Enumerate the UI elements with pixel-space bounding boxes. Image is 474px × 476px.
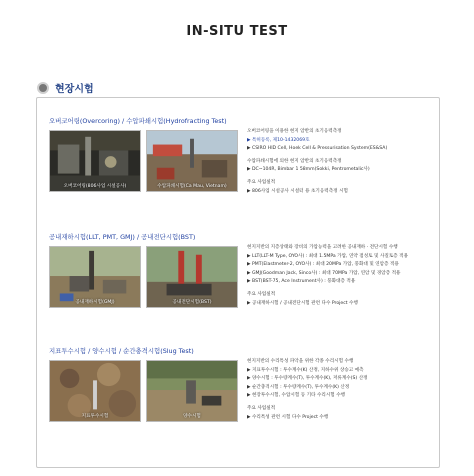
block-title: 공내재하시험(LLT, PMT, GMJ) / 공내전단시험(BST) [49, 233, 196, 241]
desc-line: 주요 사업실적 [247, 179, 276, 185]
desc-line: ▶ 806사업 시설공사 시설터 용 초기응력측정 시험 [247, 188, 348, 194]
desc-line: 주요 사업실적 [247, 291, 276, 297]
pumping-test-photo [146, 360, 238, 422]
block-description [247, 244, 437, 308]
photo-caption: 수압파쇄시험(Ca Mau, Vietnam) [157, 184, 227, 189]
overcoring-photo [49, 130, 141, 192]
photo-caption: 공내전단시험(BST) [172, 300, 212, 305]
block-title: 오버코어링(Overcoring) / 수압파쇄시험(Hydrofracting Test) [49, 117, 227, 125]
desc-line: ▶ LLT(LLT-M Type, OYO사) : 최대 1.5MPa 가압, 연약 점성토 및 사질토층 적용 [247, 253, 409, 259]
borehole-loading-block [49, 232, 433, 308]
block-description [247, 128, 437, 196]
desc-line: ▶ 현장투수시험, 수압시험 등 기타 수리시험 수행 [247, 393, 346, 399]
block-description [247, 358, 437, 422]
desc-line: 오버코어링을 이용한 현지 암반의 초기응력측정 [247, 129, 342, 134]
borehole-loading-photo [49, 246, 141, 308]
photo-caption: 공내재하시험(GMJ) [75, 300, 115, 305]
borehole-shear-photo [146, 246, 238, 308]
overcoring-block [49, 116, 433, 192]
desc-line: ▶ 지표투수시험 : 투수계수(K) 산정, 지하수위 상승고 예측 [247, 367, 364, 373]
desc-line: ▶ GMJ(Goodman Jack, Sinco사) : 최대 70MPa 가압, 연암 및 경암층 적용 [247, 270, 401, 276]
photo-caption: 양수시험 [183, 414, 201, 419]
photo-caption: 오버코어링(806사업 시설공사) [63, 184, 127, 189]
permeability-block [49, 346, 433, 422]
desc-line: ▶ 특허등록, 제10-1432069호 [247, 137, 310, 143]
desc-line: ▶ PMT(Elastmeter-2, OYO사) : 최대 20MPa 가압, 풍화대 및 연암층 적용 [247, 262, 399, 268]
photo-caption: 지표투수시험 [81, 414, 109, 419]
circle-bullet-icon [37, 82, 49, 94]
page-title: IN-SITU TEST [186, 24, 288, 39]
hydrofracturing-photo [146, 130, 238, 192]
surface-permeability-photo [49, 360, 141, 422]
desc-line: 수압파쇄시험에 의한 현지 암반의 초기응력측정 [247, 158, 342, 164]
desc-line: ▶ 순간충격시험 : 투수량계수(T), 투수계수(K) 산정 [247, 384, 350, 390]
desc-line: ▶ 공내재하시험 / 공내전단시험 관련 다수 Project 수행 [247, 300, 358, 306]
block-title: 지표투수시험 / 양수시험 / 순간충격시험(Slug Test) [49, 347, 194, 355]
desc-line: ▶ 수리특성 관련 시험 다수 Project 수행 [247, 414, 329, 420]
desc-line: 주요 사업실적 [247, 405, 276, 411]
desc-line: ▶ BST(BST-75, Ace Instrument사) : 풍화대층 적용 [247, 279, 356, 285]
section-heading [37, 80, 94, 95]
desc-line: ▶ CSIRO HID Cell, Hoek Cell & Pressurisation System(ES&SA) [247, 146, 388, 152]
desc-line: 현지지반의 수리특성 파악을 위한 각종 수리시험 수행 [247, 359, 354, 364]
section-title: 현장시험 [55, 84, 94, 95]
desc-line: ▶ DC~104R, Bimbar 1 58mm(Sokki, Pentrometalic사) [247, 167, 370, 173]
content-panel [36, 97, 440, 468]
desc-line: 현지지반의 지층상태와 장비의 가압능력을 고려한 공내재하 · 전단시험 수행 [247, 245, 398, 250]
desc-line: ▶ 양수시험 : 투수량계수(T), 투수계수(K), 저류계수(S) 산정 [247, 376, 368, 382]
